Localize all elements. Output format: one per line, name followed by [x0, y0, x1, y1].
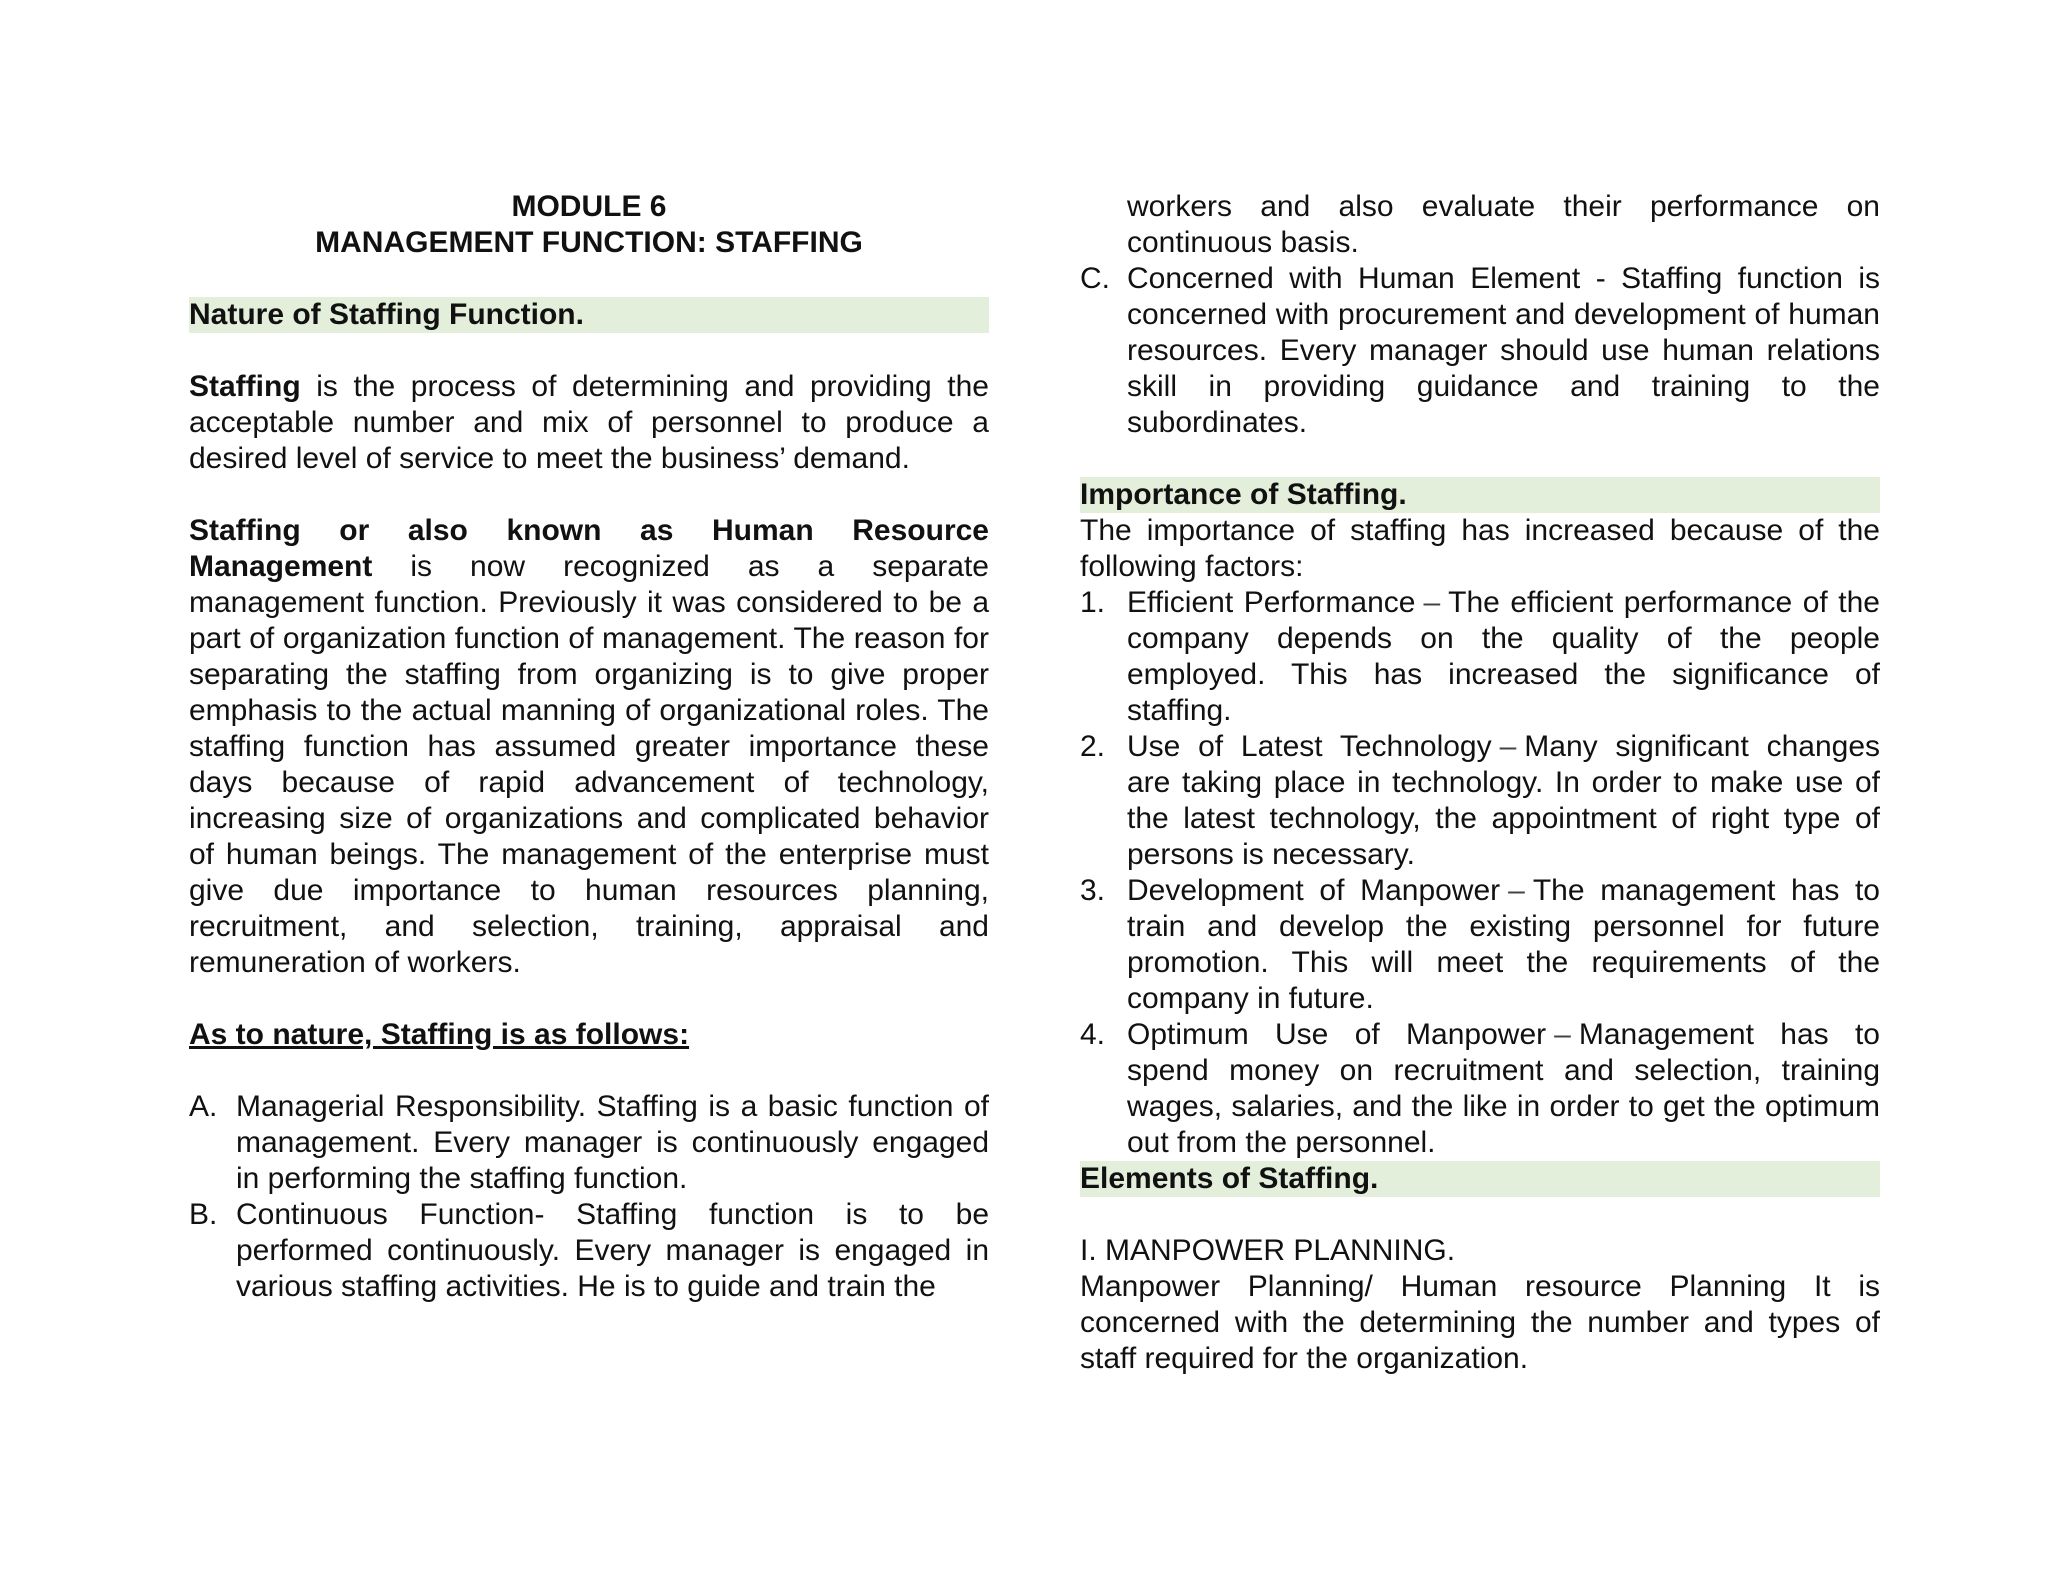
- numbered-item-body: [1127, 873, 1880, 1017]
- list-item: [189, 1197, 989, 1305]
- section-heading-elements: Elements of Staffing.: [1080, 1161, 1880, 1197]
- dash-separator: –: [1499, 730, 1517, 763]
- dash-separator: –: [1554, 1018, 1571, 1051]
- numbered-item: [1080, 585, 1880, 729]
- list-item-text: Managerial Responsibility. Staffing is a basic function of management. Every manager is continuously engaged in performing the staffing function.: [236, 1090, 989, 1195]
- list-item-text: Concerned with Human Element - Staffing function is concerned with procurement and development of human resources. Every manager should use human relations skill in providing guidance and training to the subordinates.: [1127, 262, 1880, 439]
- item-title: Efficient Performance: [1127, 586, 1416, 619]
- spacer: [189, 261, 989, 297]
- term-staffing: Staffing: [189, 370, 301, 403]
- item-text: Management has to spend money on recruitment and selection, training wages, salaries, and the like in order to get the optimum out from the personnel.: [1127, 1018, 1880, 1159]
- list-item: [189, 1089, 989, 1197]
- section-heading-importance: Importance of Staffing.: [1080, 477, 1880, 513]
- list-marker: 2.: [1080, 730, 1106, 763]
- spacer: [189, 981, 989, 1017]
- item-text: The efficient performance of the company depends on the quality of the people employed. This has increased the significance of staffing.: [1127, 586, 1880, 727]
- term-hrm: Staffing or also known as Human Resource Management: [189, 514, 989, 583]
- numbered-item-body: [1127, 729, 1880, 873]
- list-item-text: Continuous Function- Staffing function is to be performed continuously. Every manager is engaged in various staffing activities. He is to guide and train the: [236, 1198, 989, 1303]
- hrm-text: is now recognized as a separate management function. Previously it was considered to be a part of organization function of management. The reason for separating the staffing from organizing is to give proper emphasis to the actual manning of organizational roles. The staffing function has assumed greater importance these days because of rapid advancement of technology, increasing size of organizations and complicated behavior of human beings. The management of the enterprise must give due importance to human resources planning, recruitment, and selection, training, appraisal and remuneration of workers.: [189, 550, 989, 979]
- list-marker: A.: [189, 1090, 218, 1123]
- item-text: The management has to train and develop the existing personnel for future promotion. This will meet the requirements of the company in future.: [1127, 874, 1880, 1015]
- numbered-item-body: [1127, 585, 1880, 729]
- item-title: Optimum Use of Manpower: [1127, 1018, 1547, 1051]
- section-heading-nature: Nature of Staffing Function.: [189, 297, 989, 333]
- numbered-item-body: [1127, 1017, 1880, 1161]
- manpower-planning-title: I. MANPOWER PLANNING.: [1080, 1234, 1456, 1267]
- module-title: MODULE 6: [511, 190, 667, 223]
- item-text: Many significant changes are taking place in technology. In order to make use of the latest technology, the appointment of right type of persons is necessary.: [1127, 730, 1881, 871]
- dash-separator: –: [1423, 586, 1441, 619]
- module-subtitle: MANAGEMENT FUNCTION: STAFFING: [315, 226, 863, 259]
- numbered-item: [1080, 729, 1880, 873]
- list-marker: B.: [189, 1198, 218, 1231]
- list-marker: 3.: [1080, 874, 1106, 907]
- right-column: [1080, 189, 1880, 1377]
- importance-intro: The importance of staffing has increased because of the following factors:: [1080, 514, 1880, 583]
- spacer: [1080, 441, 1880, 477]
- definition-text: is the process of determining and providing the acceptable number and mix of personnel to produce a desired level of service to meet the business’ demand.: [189, 370, 989, 475]
- spacer: [189, 1053, 989, 1089]
- item-title: Use of Latest Technology: [1127, 730, 1492, 763]
- spacer: [189, 333, 989, 369]
- manpower-planning-paragraph: Manpower Planning/ Human resource Planning It is concerned with the determining the number and types of staff required for the organization.: [1080, 1270, 1880, 1375]
- item-title: Development of Manpower: [1127, 874, 1501, 907]
- list-marker: C.: [1080, 262, 1110, 295]
- list-marker: 4.: [1080, 1018, 1106, 1051]
- list-marker: 1.: [1080, 586, 1106, 619]
- nature-subheading: As to nature, Staffing is as follows:: [189, 1018, 690, 1051]
- numbered-item: [1080, 873, 1880, 1017]
- left-column: [189, 189, 989, 1305]
- spacer: [1080, 1197, 1880, 1233]
- list-item: [1080, 261, 1880, 441]
- staffing-definition-paragraph: [189, 369, 989, 477]
- hrm-paragraph: [189, 513, 989, 981]
- list-item-continued: workers and also evaluate their performance on continuous basis.: [1127, 190, 1880, 259]
- spacer: [189, 477, 989, 513]
- numbered-item: [1080, 1017, 1880, 1161]
- dash-separator: –: [1508, 874, 1525, 907]
